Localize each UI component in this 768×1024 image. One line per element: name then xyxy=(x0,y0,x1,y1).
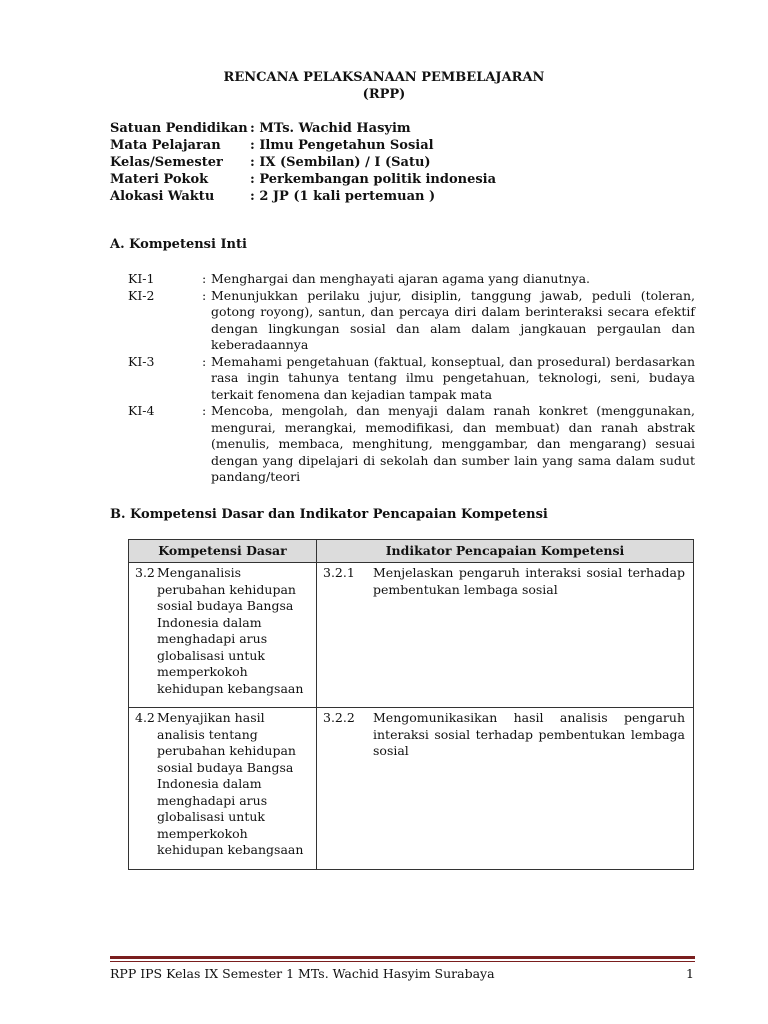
ki-text: Menunjukkan perilaku jujur, disiplin, tanggung jawab, peduli (toleran, gotong royong), santun, dan percaya diri dalam berinteraksi secara efektif dengan lingkungan sosial dan alam dalam jangkauan pergaulan dan keberadaannya xyxy=(211,287,695,352)
identity-label: Satuan Pendidikan xyxy=(110,121,248,136)
table-row xyxy=(129,708,694,870)
indicator-cell xyxy=(317,708,694,870)
document-title: RENCANA PELAKSANAAN PEMBELAJARAN xyxy=(223,70,545,85)
ki-colon: : xyxy=(202,353,207,369)
ki-item xyxy=(128,354,695,404)
header-kompetensi-dasar: Kompetensi Dasar xyxy=(129,540,317,563)
kd-number: 3.2 xyxy=(135,565,155,580)
indicator-text: Mengomunikasikan hasil analisis pengaruh interaksi sosial terhadap pembentukan lembaga sosial xyxy=(373,710,685,758)
footer-divider-thin xyxy=(110,961,695,962)
identity-value: : MTs. Wachid Hasyim xyxy=(250,121,411,136)
identity-row xyxy=(110,188,496,205)
identity-row xyxy=(110,154,496,171)
identity-block xyxy=(110,120,496,205)
ki-text: Menghargai dan menghayati ajaran agama yang dianutnya. xyxy=(211,271,591,286)
identity-value: : IX (Sembilan) / I (Satu) xyxy=(250,155,431,170)
identity-row xyxy=(110,120,496,137)
section-b-heading: B. Kompetensi Dasar dan Indikator Pencapaian Kompetensi xyxy=(110,507,548,522)
ki-code: KI-4 xyxy=(128,403,155,418)
indicator-item xyxy=(323,710,688,760)
section-a-heading: A. Kompetensi Inti xyxy=(110,237,247,252)
table-row xyxy=(129,563,694,708)
kd-number: 4.2 xyxy=(135,710,155,725)
ki-code: KI-3 xyxy=(128,353,155,369)
identity-label: Kelas/Semester xyxy=(110,155,223,170)
identity-row xyxy=(110,171,496,188)
ki-text: Mencoba, mengolah, dan menyaji dalam ranah konkret (menggunakan, mengurai, merangkai, memodifikasi, dan membuat) dan ranah abstrak (menulis, membaca, menghitung, menggambar, dan mengarang) sesuai dengan yang dipelajari di sekolah dan sumber lain yang sama dalam sudut pandang/teori xyxy=(211,403,695,484)
identity-value: : Ilmu Pengetahun Sosial xyxy=(250,138,434,153)
table-header-row xyxy=(129,540,694,563)
indicator-item xyxy=(323,565,688,598)
identity-row xyxy=(110,137,496,154)
header-indikator: Indikator Pencapaian Kompetensi xyxy=(317,540,694,563)
identity-value: : Perkembangan politik indonesia xyxy=(250,172,497,187)
kd-cell xyxy=(129,563,317,708)
ki-colon: : xyxy=(202,271,207,286)
page-number: 1 xyxy=(686,966,694,981)
kd-cell xyxy=(129,708,317,870)
ki-item xyxy=(128,403,695,486)
identity-label: Materi Pokok xyxy=(110,172,209,187)
indicator-text: Menjelaskan pengaruh interaksi sosial terhadap pembentukan lembaga sosial xyxy=(373,565,685,597)
document-subtitle: (RPP) xyxy=(362,87,406,102)
kd-item xyxy=(135,710,311,859)
kd-text: Menyajikan hasil analisis tentang perubahan kehidupan sosial budaya Bangsa Indonesia dalam menghadapi arus globalisasi untuk memperkokoh kehidupan kebangsaan xyxy=(157,710,304,857)
identity-label: Alokasi Waktu xyxy=(110,189,215,204)
ki-list xyxy=(128,271,695,486)
kd-text: Menganalisis perubahan kehidupan sosial budaya Bangsa Indonesia dalam menghadapi arus globalisasi untuk memperkokoh kehidupan kebangsaan xyxy=(157,565,304,696)
ki-code: KI-2 xyxy=(128,287,155,303)
competency-table xyxy=(128,539,694,870)
ki-item xyxy=(128,288,695,354)
identity-value: : 2 JP (1 kali pertemuan ) xyxy=(250,189,436,204)
ki-colon: : xyxy=(202,403,207,418)
footer-text: RPP IPS Kelas IX Semester 1 MTs. Wachid Hasyim Surabaya xyxy=(110,966,495,981)
identity-label: Mata Pelajaran xyxy=(110,138,221,153)
ki-colon: : xyxy=(202,287,207,303)
indicator-cell xyxy=(317,563,694,708)
indicator-number: 3.2.2 xyxy=(323,710,355,725)
indicator-number: 3.2.1 xyxy=(323,565,355,580)
ki-item xyxy=(128,271,695,288)
footer-divider-thick xyxy=(110,956,695,959)
ki-code: KI-1 xyxy=(128,271,155,286)
kd-item xyxy=(135,565,311,697)
ki-text: Memahami pengetahuan (faktual, konseptual, dan prosedural) berdasarkan rasa ingin tahunya tentang ilmu pengetahuan, teknologi, seni, budaya terkait fenomena dan kejadian tampak mata xyxy=(211,353,695,402)
